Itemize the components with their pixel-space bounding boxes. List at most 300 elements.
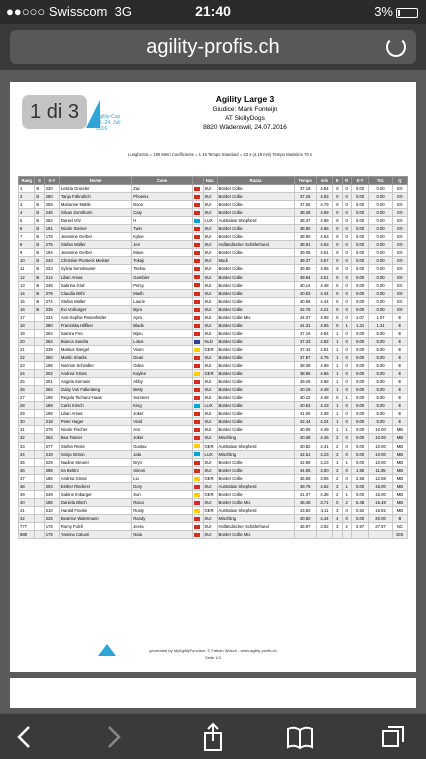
table-cell: 1 xyxy=(342,426,351,434)
column-header: Naz. xyxy=(203,177,217,185)
flag-icon xyxy=(194,509,200,513)
table-cell: 1 xyxy=(342,482,351,490)
flag-icon xyxy=(193,249,204,257)
table-cell: 10.00 xyxy=(369,458,392,466)
table-cell: 0.00 xyxy=(351,514,369,522)
table-cell: 5.00 xyxy=(369,362,392,370)
flag-icon xyxy=(193,466,204,474)
table-cell: 5.48 xyxy=(351,498,369,506)
table-cell: 38.60 xyxy=(294,225,316,233)
table-cell: SUI xyxy=(203,241,217,249)
table-cell xyxy=(35,313,44,321)
back-icon[interactable] xyxy=(10,722,40,752)
table-cell: 4.44 xyxy=(316,297,332,305)
column-header: E-T xyxy=(351,177,369,185)
table-cell: 38.36 xyxy=(294,209,316,217)
table-cell: Joker xyxy=(132,410,193,418)
table-cell: 0.00 xyxy=(351,345,369,353)
flag-icon xyxy=(193,233,204,241)
table-cell: 196 xyxy=(44,362,59,370)
table-row xyxy=(19,313,408,321)
flag-icon xyxy=(193,402,204,410)
table-cell: 204 xyxy=(44,482,59,490)
table-cell: 4.69 xyxy=(316,209,332,217)
table-cell: 45.58 xyxy=(294,474,316,482)
table-cell: 0.00 xyxy=(351,402,369,410)
table-cell: Daniela Blöch xyxy=(59,498,131,506)
table-cell xyxy=(35,450,44,458)
table-cell: 10.00 xyxy=(369,426,392,434)
table-cell: 27 xyxy=(19,394,35,402)
flag-icon xyxy=(193,362,204,370)
table-cell: Byra xyxy=(132,305,193,313)
table-cell: 1 xyxy=(342,458,351,466)
table-cell: SUI xyxy=(203,410,217,418)
flag-icon xyxy=(193,329,204,337)
table-cell: GER xyxy=(203,442,217,450)
table-cell: Border Collie Mix xyxy=(217,531,294,539)
footer-page: Seite 1/3 xyxy=(205,655,221,660)
table-cell: E0 xyxy=(392,193,407,201)
table-cell: Joker xyxy=(132,434,193,442)
table-cell: 26 xyxy=(19,386,35,394)
table-cell: 37.16 xyxy=(294,329,316,337)
table-cell: 195 xyxy=(44,394,59,402)
table-cell: 0 xyxy=(342,217,351,225)
table-cell: 0 xyxy=(333,249,342,257)
table-cell: Border Collie xyxy=(217,426,294,434)
table-cell: 1 xyxy=(333,378,342,386)
table-cell: 4.38 xyxy=(316,410,332,418)
table-cell: 0.00 xyxy=(351,482,369,490)
flag-icon xyxy=(194,372,200,376)
table-cell: 2 xyxy=(333,474,342,482)
table-cell: 40.58 xyxy=(294,297,316,305)
table-cell: 4.49 xyxy=(316,426,332,434)
table-cell: E0 xyxy=(392,233,407,241)
table-cell: 264 xyxy=(44,337,59,345)
table-cell: Border Collie xyxy=(217,394,294,402)
table-cell: 0 xyxy=(342,370,351,378)
table-cell: Dory xyxy=(132,482,193,490)
table-cell: 1 xyxy=(333,329,342,337)
table-cell: 0.00 xyxy=(351,329,369,337)
flag-icon xyxy=(193,209,204,217)
table-cell: 3 xyxy=(19,201,35,209)
table-cell: 4.41 xyxy=(316,442,332,450)
table-cell: Jeannine Gerber xyxy=(59,233,131,241)
table-cell: 0.00 xyxy=(351,289,369,297)
flag-icon xyxy=(194,275,200,279)
table-cell: Nicole Steiner xyxy=(59,225,131,233)
column-header: Cane xyxy=(132,177,193,185)
table-cell: Border Collie xyxy=(217,418,294,426)
table-cell: Rusty xyxy=(132,506,193,514)
table-cell: 4.38 xyxy=(316,490,332,498)
table-cell: 0.00 xyxy=(351,353,369,361)
table-cell: 1 xyxy=(342,394,351,402)
table-cell: 40.19 xyxy=(294,386,316,394)
table-cell: 0.00 xyxy=(351,450,369,458)
table-cell: Andrea Grüss xyxy=(59,474,131,482)
flag-icon xyxy=(193,289,204,297)
table-cell: SUI xyxy=(203,321,217,329)
table-cell: E xyxy=(392,410,407,418)
flag-icon xyxy=(194,469,200,473)
table-cell: 11 xyxy=(19,265,35,273)
table-cell: 250 xyxy=(44,353,59,361)
flag-icon xyxy=(193,434,204,442)
table-cell xyxy=(35,386,44,394)
table-cell: Bianca Sandra xyxy=(59,337,131,345)
table-cell: 262 xyxy=(44,386,59,394)
flag-icon xyxy=(193,490,204,498)
table-cell: 4.23 xyxy=(316,458,332,466)
table-cell: 0 xyxy=(333,321,342,329)
table-cell: Border Collie xyxy=(217,305,294,313)
table-cell: 40.14 xyxy=(294,281,316,289)
table-cell: B xyxy=(35,249,44,257)
table-cell: 37.55 xyxy=(294,201,316,209)
table-cell: Regula Tschanz-Haas xyxy=(59,394,131,402)
table-cell: 279 xyxy=(44,289,59,297)
table-cell xyxy=(35,370,44,378)
table-cell: 0.00 xyxy=(369,305,392,313)
table-cell: E xyxy=(392,394,407,402)
table-row xyxy=(19,410,408,418)
table-cell: Franziska Hilfiker xyxy=(59,321,131,329)
table-cell: 4.48 xyxy=(316,386,332,394)
table-cell: Ace xyxy=(132,426,193,434)
table-cell: Randy xyxy=(132,514,193,522)
table-cell: 0.00 xyxy=(351,201,369,209)
table-cell: 0.00 xyxy=(351,257,369,265)
table-cell xyxy=(35,531,44,539)
table-cell: 0 xyxy=(342,185,351,193)
table-row xyxy=(19,482,408,490)
table-row xyxy=(19,201,408,209)
table-cell: 36 xyxy=(19,466,35,474)
table-cell: 0.00 xyxy=(351,426,369,434)
table-cell: 0 xyxy=(333,225,342,233)
table-cell: Border Collie xyxy=(217,402,294,410)
table-cell: 15.48 xyxy=(369,498,392,506)
flag-icon xyxy=(194,404,200,408)
table-cell: Yamina Caluori xyxy=(59,531,131,539)
table-cell: 45.97 xyxy=(294,522,316,530)
flag-icon xyxy=(193,345,204,353)
table-row xyxy=(19,378,408,386)
table-cell: SUI xyxy=(203,522,217,530)
table-cell: SUI xyxy=(203,193,217,201)
table-cell: 40.50 xyxy=(294,514,316,522)
table-cell: E xyxy=(392,329,407,337)
table-cell: 0 xyxy=(333,313,342,321)
table-cell: 4.69 xyxy=(316,362,332,370)
table-cell xyxy=(35,474,44,482)
table-cell: SUI xyxy=(203,362,217,370)
table-cell: Letizia Grunder xyxy=(59,185,131,193)
table-cell: 4.23 xyxy=(316,450,332,458)
table-cell: B xyxy=(35,233,44,241)
table-cell: 0 xyxy=(333,257,342,265)
table-cell: Border Collie xyxy=(217,370,294,378)
table-cell xyxy=(351,531,369,539)
table-cell xyxy=(369,531,392,539)
flag-icon xyxy=(194,412,200,416)
table-cell: Border Collie xyxy=(217,466,294,474)
course-parameters: Lunghezza = 180 Metri Coefficiente = 1.15 Tempo Standard = 43 s (4.19 m/s) Tempo Massimo 70 s xyxy=(127,152,312,157)
url-field[interactable]: agility-profis.ch xyxy=(10,30,416,64)
table-cell: 10.00 xyxy=(369,434,392,442)
table-cell: Gustav xyxy=(132,442,193,450)
table-cell: E xyxy=(392,370,407,378)
table-cell xyxy=(35,490,44,498)
table-cell: 4.84 xyxy=(316,329,332,337)
table-cell: 0 xyxy=(342,402,351,410)
table-cell: 4.24 xyxy=(316,418,332,426)
table-cell: 0 xyxy=(342,474,351,482)
table-cell: SUI xyxy=(203,353,217,361)
table-cell: 4.43 xyxy=(316,402,332,410)
results-table xyxy=(18,176,408,539)
table-cell: 4.55 xyxy=(316,265,332,273)
flag-icon xyxy=(194,316,200,320)
table-cell: SUI xyxy=(203,386,217,394)
table-row xyxy=(19,418,408,426)
table-cell: 0.00 xyxy=(369,225,392,233)
table-cell xyxy=(35,321,44,329)
table-cell: Ayra xyxy=(132,313,193,321)
column-header: R xyxy=(342,177,351,185)
table-cell: 16 xyxy=(19,305,35,313)
table-cell xyxy=(35,514,44,522)
column-header: Tot. xyxy=(369,177,392,185)
table-cell: NC xyxy=(392,522,407,530)
table-cell: Mischling xyxy=(217,450,294,458)
table-cell: SUI xyxy=(203,233,217,241)
table-cell: Border Collie xyxy=(217,410,294,418)
reload-icon[interactable] xyxy=(386,37,406,57)
table-cell: Sylvia Sennhauser xyxy=(59,265,131,273)
table-cell xyxy=(35,329,44,337)
table-cell: MB xyxy=(392,434,407,442)
table-cell: 0 xyxy=(342,329,351,337)
table-cell: E0 xyxy=(392,225,407,233)
table-cell: 3.95 xyxy=(316,474,332,482)
table-cell: Tokaji xyxy=(132,257,193,265)
table-cell: Peter Hager xyxy=(59,418,131,426)
table-cell: Lilian Arnas xyxy=(59,273,131,281)
table-row xyxy=(19,458,408,466)
table-cell: 35 xyxy=(19,458,35,466)
table-cell: Border Collie xyxy=(217,337,294,345)
table-cell: 40.82 xyxy=(294,442,316,450)
table-cell: 0 xyxy=(342,418,351,426)
table-cell: 0.00 xyxy=(351,418,369,426)
table-cell: Mave xyxy=(132,249,193,257)
table-row xyxy=(19,329,408,337)
table-cell xyxy=(35,353,44,361)
flag-icon xyxy=(194,396,200,400)
table-cell: 23 xyxy=(19,362,35,370)
table-cell: 44.07 xyxy=(294,313,316,321)
table-cell: 3.71 xyxy=(316,498,332,506)
table-cell: 0 xyxy=(333,193,342,201)
tabs-icon[interactable] xyxy=(378,722,408,752)
column-header: Rang xyxy=(19,177,35,185)
table-row xyxy=(19,362,408,370)
table-cell: 39.76 xyxy=(294,482,316,490)
table-cell: Border Collie xyxy=(217,193,294,201)
table-cell: Boon xyxy=(132,201,193,209)
table-row xyxy=(19,257,408,265)
table-cell: 39.26 xyxy=(294,378,316,386)
table-cell: 0 xyxy=(342,289,351,297)
table-cell: Jala xyxy=(132,450,193,458)
table-row xyxy=(19,514,408,522)
table-cell: 39.37 xyxy=(294,257,316,265)
table-cell: MB xyxy=(392,450,407,458)
flag-icon xyxy=(193,394,204,402)
table-cell: 0.00 xyxy=(351,185,369,193)
table-cell: SUI xyxy=(203,257,217,265)
table-cell: 253 xyxy=(44,434,59,442)
table-cell: 21 xyxy=(19,345,35,353)
table-cell: 0 xyxy=(342,225,351,233)
column-header: Tempo xyxy=(294,177,316,185)
table-row xyxy=(19,402,408,410)
flag-icon xyxy=(194,300,200,304)
table-cell: 38.37 xyxy=(294,217,316,225)
table-cell: 0.00 xyxy=(351,281,369,289)
table-cell: Stefan Müller xyxy=(59,297,131,305)
table-row xyxy=(19,370,408,378)
browser-toolbar xyxy=(0,713,426,759)
table-cell: SUI xyxy=(203,185,217,193)
table-cell: 0.00 xyxy=(369,265,392,273)
table-cell: 15.82 xyxy=(369,506,392,514)
table-cell xyxy=(35,466,44,474)
table-cell: 5.00 xyxy=(369,418,392,426)
flag-icon xyxy=(194,364,200,368)
table-cell: Border Collie xyxy=(217,209,294,217)
table-cell: 40.38 xyxy=(294,434,316,442)
table-cell: Mudi xyxy=(217,257,294,265)
flag-icon xyxy=(193,313,204,321)
table-cell: LUX xyxy=(203,217,217,225)
table-cell: 201 xyxy=(44,378,59,386)
share-icon[interactable] xyxy=(198,722,228,752)
table-cell: Andrea Grüss xyxy=(59,370,131,378)
table-cell: 1.95 xyxy=(351,466,369,474)
table-cell: B xyxy=(35,209,44,217)
table-cell: 4.75 xyxy=(316,353,332,361)
table-cell: 1 xyxy=(333,426,342,434)
table-cell: 17 xyxy=(19,313,35,321)
bookmarks-icon[interactable] xyxy=(285,722,315,752)
flag-icon xyxy=(193,321,204,329)
table-cell: 0 xyxy=(342,265,351,273)
table-cell: Mischling xyxy=(217,434,294,442)
table-cell: 38.90 xyxy=(294,233,316,241)
table-cell: E xyxy=(392,378,407,386)
table-row xyxy=(19,185,408,193)
table-cell: 4.63 xyxy=(316,233,332,241)
table-cell: 24 xyxy=(19,370,35,378)
forward-icon[interactable] xyxy=(98,722,128,752)
table-cell: 0 xyxy=(333,297,342,305)
flag-icon xyxy=(194,517,200,521)
table-cell: 0.00 xyxy=(369,289,392,297)
flag-icon xyxy=(194,501,200,505)
table-cell: E xyxy=(392,386,407,394)
battery-percent: 3% xyxy=(374,4,393,19)
table-cell: Jen xyxy=(132,241,193,249)
table-cell: 40.63 xyxy=(294,402,316,410)
table-cell: 42 xyxy=(19,514,35,522)
table-cell xyxy=(35,402,44,410)
table-cell: King xyxy=(132,402,193,410)
table-cell: Australian Shepherd xyxy=(217,506,294,514)
flag-icon xyxy=(193,522,204,530)
table-cell: 4.44 xyxy=(316,514,332,522)
table-cell: 1 xyxy=(333,337,342,345)
table-cell: Evi Vorburger xyxy=(59,305,131,313)
table-cell: 259 xyxy=(44,201,59,209)
table-cell: Sabrina Graf xyxy=(59,281,131,289)
competition-title: Agility Large 3 xyxy=(215,94,275,104)
table-cell: 4.46 xyxy=(316,434,332,442)
table-cell: 38.65 xyxy=(294,370,316,378)
column-header: Razza xyxy=(217,177,294,185)
table-cell: 249 xyxy=(44,490,59,498)
table-cell: 10.00 xyxy=(369,450,392,458)
table-cell: 2 xyxy=(333,434,342,442)
table-cell: E xyxy=(392,353,407,361)
table-cell: 5.00 xyxy=(369,402,392,410)
table-cell: 0.00 xyxy=(351,378,369,386)
table-cell: Liu xyxy=(132,474,193,482)
table-cell: 0.00 xyxy=(351,233,369,241)
table-cell: 10 xyxy=(19,257,35,265)
table-row xyxy=(19,345,408,353)
table-cell: 32 xyxy=(19,434,35,442)
table-cell: 37.33 xyxy=(294,337,316,345)
table-cell xyxy=(316,531,332,539)
table-cell: E xyxy=(392,321,407,329)
table-cell: SUI xyxy=(203,273,217,281)
table-cell: 1 xyxy=(342,490,351,498)
table-row xyxy=(19,474,408,482)
flag-icon xyxy=(194,428,200,432)
flag-icon xyxy=(194,292,200,296)
table-cell: 30 xyxy=(19,418,35,426)
table-cell: Border Collie xyxy=(217,362,294,370)
flag-icon xyxy=(193,474,204,482)
table-cell xyxy=(35,506,44,514)
table-cell xyxy=(35,482,44,490)
table-cell: Sabine Imbarger xyxy=(59,490,131,498)
table-cell: 2 xyxy=(333,450,342,458)
table-cell: 0 xyxy=(342,362,351,370)
flag-icon xyxy=(193,201,204,209)
judge: Giudice: Mark Fonteijn xyxy=(212,106,278,113)
table-cell: 5.00 xyxy=(369,386,392,394)
event-logo: Agility-Cup 23.-24. Juli 2016 xyxy=(82,100,122,142)
table-cell xyxy=(35,337,44,345)
table-cell: B xyxy=(35,273,44,281)
